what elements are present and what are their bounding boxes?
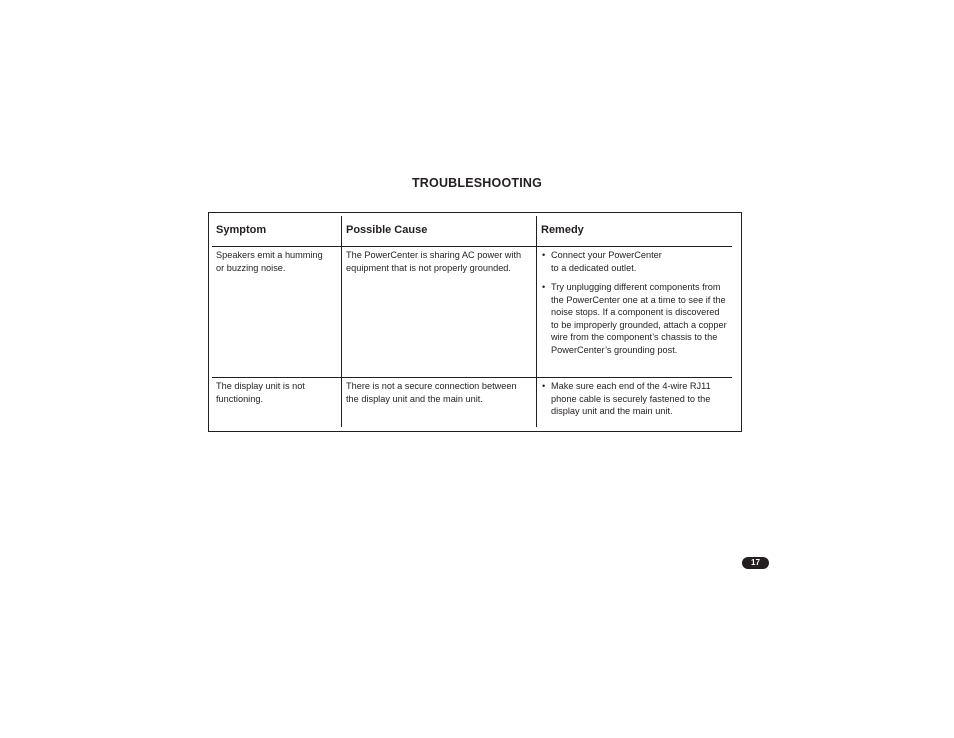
row-1-cause: The PowerCenter is sharing AC power with equipment that is not properly grounded.	[346, 250, 522, 273]
bullet-icon: •	[542, 282, 546, 292]
header-divider	[212, 246, 732, 247]
page-number: 17	[742, 557, 769, 569]
page-title: TROUBLESHOOTING	[411, 176, 543, 190]
row-1-remedy-1: • Connect your PowerCenter to a dedicated outlet.	[542, 250, 662, 273]
row-2-symptom: The display unit is not functioning.	[216, 381, 305, 404]
row-1-remedy-2: • Try unplugging different components from the PowerCenter one at a time to see if the noise stops. If a component is discovered to be improperly grounded, attach a copper wire from the component’s chassis to the PowerCenter’s grounding post.	[542, 282, 727, 355]
row-2-remedy-1: • Make sure each end of the 4-wire RJ11 phone cable is securely fastened to the display unit and the main unit.	[542, 381, 711, 417]
bullet-icon: •	[542, 250, 546, 260]
header-possible-cause: Possible Cause	[346, 224, 428, 236]
column-divider-2	[536, 216, 537, 427]
bullet-icon: •	[542, 381, 546, 391]
row-1-symptom: Speakers emit a humming or buzzing noise.	[216, 250, 323, 273]
header-remedy: Remedy	[541, 224, 584, 236]
column-divider-1	[341, 216, 342, 427]
row-2-cause: There is not a secure connection between the display unit and the main unit.	[346, 381, 517, 404]
row-divider	[212, 377, 732, 378]
header-symptom: Symptom	[216, 224, 267, 236]
